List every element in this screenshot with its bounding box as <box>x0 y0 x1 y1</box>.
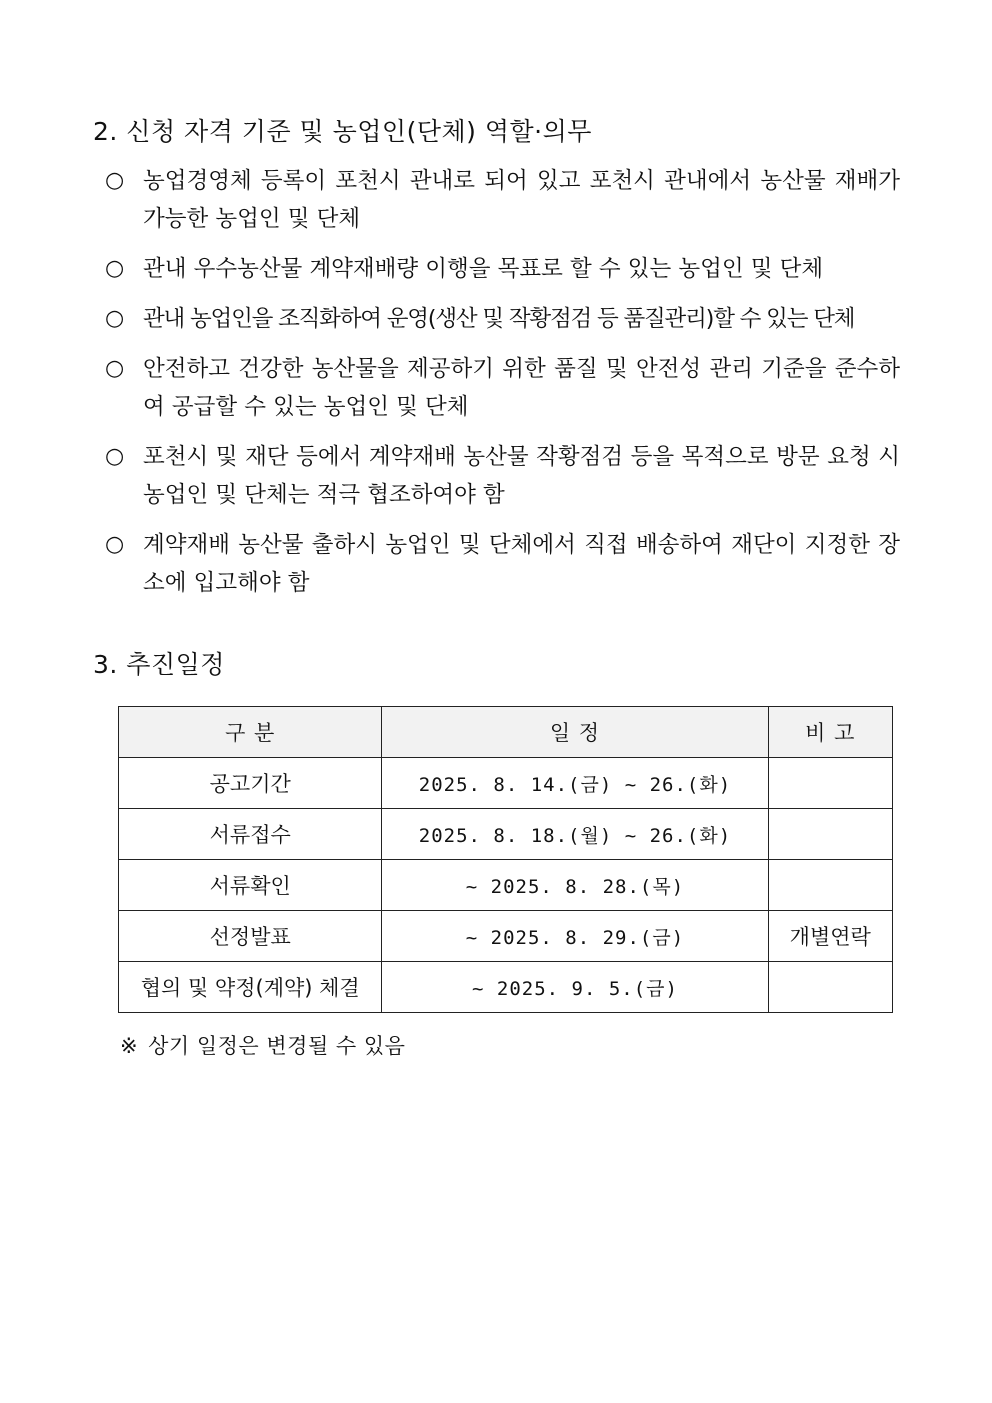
schedule-note-text: 상기 일정은 변경될 수 있음 <box>148 1034 406 1058</box>
list-item <box>105 250 900 288</box>
header-category: 구 분 <box>119 707 382 758</box>
row-category: 협의 및 약정(계약) 체결 <box>119 962 382 1013</box>
circle-bullet-icon: ○ <box>105 256 125 281</box>
schedule-note <box>120 1030 405 1060</box>
header-schedule: 일 정 <box>382 707 768 758</box>
row-schedule: ~ 2025. 9. 5.(금) <box>382 962 768 1013</box>
circle-bullet-icon: ○ <box>105 356 125 381</box>
circle-bullet-icon: ○ <box>105 444 125 469</box>
table-row <box>119 809 893 860</box>
table-row <box>119 911 893 962</box>
row-schedule: 2025. 8. 18.(월) ~ 26.(화) <box>382 809 768 860</box>
row-category: 서류접수 <box>119 809 382 860</box>
circle-bullet-icon: ○ <box>105 306 125 331</box>
row-schedule: ~ 2025. 8. 28.(목) <box>382 860 768 911</box>
circle-bullet-icon: ○ <box>105 532 125 557</box>
row-schedule: 2025. 8. 14.(금) ~ 26.(화) <box>382 758 768 809</box>
list-item-text: 농업경영체 등록이 포천시 관내로 되어 있고 포천시 관내에서 농산물 재배가 가능한 농업인 및 단체 <box>143 168 900 232</box>
list-item-text: 관내 농업인을 조직화하여 운영(생산 및 작황점검 등 품질관리)할 수 있는 단체 <box>143 306 855 332</box>
header-remarks: 비 고 <box>768 707 892 758</box>
row-category: 선정발표 <box>119 911 382 962</box>
list-item-text: 계약재배 농산물 출하시 농업인 및 단체에서 직접 배송하여 재단이 지정한 장소에 입고해야 함 <box>143 532 900 596</box>
table-row <box>119 860 893 911</box>
list-item <box>105 162 900 238</box>
row-remarks: 개별연락 <box>768 911 892 962</box>
circle-bullet-icon: ○ <box>105 168 125 193</box>
row-category: 서류확인 <box>119 860 382 911</box>
list-item <box>105 300 900 338</box>
schedule-table <box>118 706 893 1013</box>
list-item <box>105 350 900 426</box>
table-row <box>119 758 893 809</box>
reference-mark-icon: ※ <box>120 1034 139 1058</box>
row-remarks <box>768 758 892 809</box>
row-remarks <box>768 962 892 1013</box>
table-row <box>119 962 893 1013</box>
qualification-list <box>105 162 900 614</box>
list-item-text: 관내 우수농산물 계약재배량 이행을 목표로 할 수 있는 농업인 및 단체 <box>143 256 824 282</box>
list-item-text: 포천시 및 재단 등에서 계약재배 농산물 작황점검 등을 목적으로 방문 요청 시 농업인 및 단체는 적극 협조하여야 함 <box>143 444 900 508</box>
row-schedule: ~ 2025. 8. 29.(금) <box>382 911 768 962</box>
row-remarks <box>768 809 892 860</box>
list-item <box>105 438 900 514</box>
row-remarks <box>768 860 892 911</box>
list-item-text: 안전하고 건강한 농산물을 제공하기 위한 품질 및 안전성 관리 기준을 준수하여 공급할 수 있는 농업인 및 단체 <box>143 356 900 420</box>
list-item <box>105 526 900 602</box>
section-3-heading: 3. 추진일정 <box>93 650 225 679</box>
section-2-heading: 2. 신청 자격 기준 및 농업인(단체) 역할·의무 <box>93 117 592 146</box>
table-header-row <box>119 707 893 758</box>
row-category: 공고기간 <box>119 758 382 809</box>
